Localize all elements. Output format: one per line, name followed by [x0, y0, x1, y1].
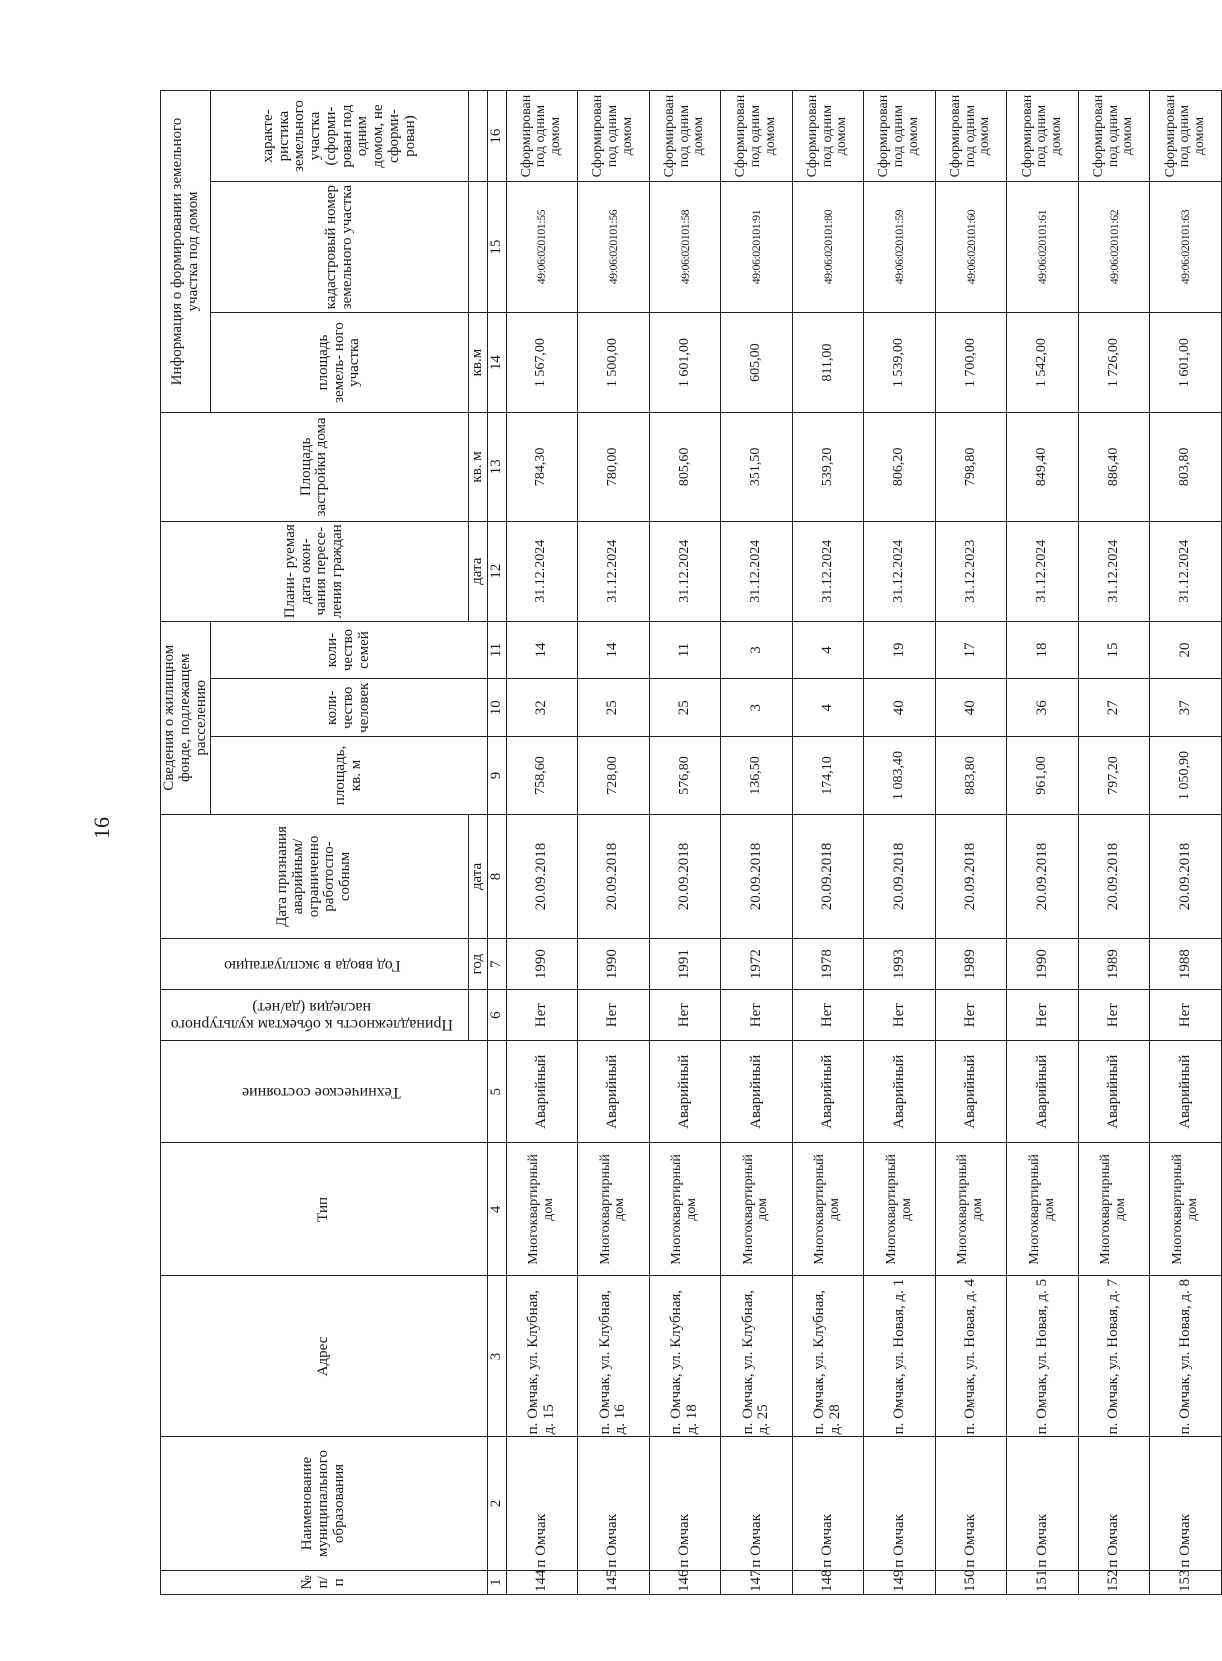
cell-families: 18: [1007, 621, 1079, 679]
cell-building-area: 805,60: [649, 413, 721, 522]
cell-municipality: п Омчак: [578, 1437, 650, 1570]
column-number: 3: [487, 1276, 506, 1437]
cell-address: п. Омчак, ул. Новая, д. 8: [1150, 1276, 1222, 1437]
cell-emergency-date: 20.09.2018: [1078, 814, 1150, 938]
cell-type: Многоквартирный дом: [506, 1143, 578, 1276]
cell-area: 1 050,90: [1150, 737, 1222, 815]
cell-land-area: 605,00: [721, 313, 793, 413]
cell-municipality: п Омчак: [935, 1437, 1007, 1570]
cell-type: Многоквартирный дом: [1078, 1143, 1150, 1276]
column-number: 2: [487, 1437, 506, 1570]
cell-address: п. Омчак, ул. Клубная, д. 16: [578, 1276, 650, 1437]
cell-building-area: 849,40: [1007, 413, 1079, 522]
cell-year: 1991: [649, 939, 721, 990]
cell-land-char: Сформирован под одним домом: [506, 91, 578, 182]
cell-number: 153: [1150, 1570, 1222, 1594]
column-number: 4: [487, 1143, 506, 1276]
cell-municipality: п Омчак: [1007, 1437, 1079, 1570]
cell-people: 32: [506, 679, 578, 737]
header-row-1: [161, 91, 211, 1595]
cell-people: 3: [721, 679, 793, 737]
header-cadastral: кадастровый номер земельного участка: [211, 182, 469, 313]
cell-building-area: 798,80: [935, 413, 1007, 522]
cell-address: п. Омчак, ул. Клубная, д. 28: [792, 1276, 864, 1437]
cell-land-char: Сформирован под одним домом: [1150, 91, 1222, 182]
column-number: 10: [487, 679, 506, 737]
cell-resettlement-end: 31.12.2024: [1078, 521, 1150, 621]
cell-heritage: Нет: [935, 990, 1007, 1041]
header-address: Адрес: [161, 1276, 488, 1437]
cell-people: 40: [935, 679, 1007, 737]
cell-heritage: Нет: [578, 990, 650, 1041]
cell-emergency-date: 20.09.2018: [1007, 814, 1079, 938]
header-area: площадь, кв. м: [211, 737, 487, 815]
cell-cadastral: 49:06:020101:80: [792, 182, 864, 313]
cell-area: 797,20: [1078, 737, 1150, 815]
housing-register-table: [160, 90, 1222, 1595]
table-row: [1078, 91, 1150, 1595]
cell-land-char: Сформирован под одним домом: [1078, 91, 1150, 182]
cell-type: Многоквартирный дом: [1150, 1143, 1222, 1276]
cell-area: 174,10: [792, 737, 864, 815]
header-type: Тип: [161, 1143, 488, 1276]
cell-area: 136,50: [721, 737, 793, 815]
cell-municipality: п Омчак: [721, 1437, 793, 1570]
cell-resettlement-end: 31.12.2023: [935, 521, 1007, 621]
header-tech-state-text: Техническое состояние: [242, 1084, 401, 1102]
cell-address: п. Омчак, ул. Новая, д. 4: [935, 1276, 1007, 1437]
column-number: 8: [487, 814, 506, 938]
cell-land-area: 1 601,00: [1150, 313, 1222, 413]
cell-cadastral: 49:06:020101:63: [1150, 182, 1222, 313]
cell-area: 576,80: [649, 737, 721, 815]
cell-address: п. Омчак, ул. Клубная, д. 25: [721, 1276, 793, 1437]
cell-families: 14: [578, 621, 650, 679]
column-number: 11: [487, 621, 506, 679]
cell-number: 147: [721, 1570, 793, 1594]
cell-tech-state: Аварийный: [506, 1041, 578, 1143]
cell-land-char: Сформирован под одним домом: [1007, 91, 1079, 182]
cell-year: 1988: [1150, 939, 1222, 990]
header-land-char: характе- ристика земельного участка (сформи- рован под одним домом, не сформи- рован): [211, 91, 469, 182]
cell-emergency-date: 20.09.2018: [864, 814, 936, 938]
cell-municipality: п Омчак: [864, 1437, 936, 1570]
cell-year: 1990: [578, 939, 650, 990]
cell-type: Многоквартирный дом: [1007, 1143, 1079, 1276]
unit-cadastral: [468, 182, 487, 313]
page-number: 16: [89, 817, 114, 839]
cell-emergency-date: 20.09.2018: [649, 814, 721, 938]
cell-tech-state: Аварийный: [649, 1041, 721, 1143]
unit-land-area: кв.м: [468, 313, 487, 413]
cell-municipality: п Омчак: [506, 1437, 578, 1570]
cell-number: 148: [792, 1570, 864, 1594]
cell-land-char: Сформирован под одним домом: [864, 91, 936, 182]
cell-cadastral: 49:06:020101:60: [935, 182, 1007, 313]
cell-heritage: Нет: [792, 990, 864, 1041]
cell-tech-state: Аварийный: [1150, 1041, 1222, 1143]
cell-address: п. Омчак, ул. Новая, д. 5: [1007, 1276, 1079, 1437]
cell-number: 146: [649, 1570, 721, 1594]
cell-municipality: п Омчак: [649, 1437, 721, 1570]
cell-emergency-date: 20.09.2018: [506, 814, 578, 938]
cell-type: Многоквартирный дом: [721, 1143, 793, 1276]
cell-land-area: 1 539,00: [864, 313, 936, 413]
header-municipality: Наименование муниципального образования: [161, 1437, 488, 1570]
column-number: 5: [487, 1041, 506, 1143]
cell-heritage: Нет: [1150, 990, 1222, 1041]
cell-tech-state: Аварийный: [935, 1041, 1007, 1143]
cell-type: Многоквартирный дом: [864, 1143, 936, 1276]
cell-land-area: 1 567,00: [506, 313, 578, 413]
header-heritage-text: Принадлежность к объектам культурного наследия (да/нет): [170, 999, 454, 1033]
rotated-table-wrapper: [160, 90, 1208, 1595]
cell-building-area: 803,80: [1150, 413, 1222, 522]
column-number: 14: [487, 313, 506, 413]
cell-building-area: 784,30: [506, 413, 578, 522]
cell-cadastral: 49:06:020101:59: [864, 182, 936, 313]
table-row: [864, 91, 936, 1595]
cell-emergency-date: 20.09.2018: [1150, 814, 1222, 938]
table-body: [506, 91, 1222, 1595]
cell-year: 1972: [721, 939, 793, 990]
cell-resettlement-end: 31.12.2024: [506, 521, 578, 621]
header-building-area: Площадь застройки дома: [161, 413, 469, 522]
table-row: [1150, 91, 1222, 1595]
cell-people: 25: [649, 679, 721, 737]
cell-families: 15: [1078, 621, 1150, 679]
table-row: [649, 91, 721, 1595]
cell-municipality: п Омчак: [1150, 1437, 1222, 1570]
cell-people: 27: [1078, 679, 1150, 737]
cell-building-area: 886,40: [1078, 413, 1150, 522]
column-number: 15: [487, 182, 506, 313]
cell-emergency-date: 20.09.2018: [935, 814, 1007, 938]
cell-cadastral: 49:06:020101:56: [578, 182, 650, 313]
table-row: [935, 91, 1007, 1595]
cell-building-area: 806,20: [864, 413, 936, 522]
cell-year: 1989: [935, 939, 1007, 990]
cell-type: Многоквартирный дом: [649, 1143, 721, 1276]
cell-year: 1978: [792, 939, 864, 990]
cell-number: 145: [578, 1570, 650, 1594]
cell-land-char: Сформирован под одним домом: [935, 91, 1007, 182]
cell-area: 1 083,40: [864, 737, 936, 815]
cell-area: 883,80: [935, 737, 1007, 815]
cell-tech-state: Аварийный: [864, 1041, 936, 1143]
cell-resettlement-end: 31.12.2024: [792, 521, 864, 621]
cell-families: 14: [506, 621, 578, 679]
cell-people: 36: [1007, 679, 1079, 737]
cell-year: 1989: [1078, 939, 1150, 990]
cell-cadastral: 49:06:020101:62: [1078, 182, 1150, 313]
cell-heritage: Нет: [721, 990, 793, 1041]
cell-building-area: 351,50: [721, 413, 793, 522]
cell-heritage: Нет: [864, 990, 936, 1041]
cell-land-char: Сформирован под одним домом: [792, 91, 864, 182]
cell-people: 37: [1150, 679, 1222, 737]
cell-land-area: 1 542,00: [1007, 313, 1079, 413]
header-emergency-date: Дата признания аварийным/ ограниченно работоспо- собным: [161, 814, 469, 938]
cell-resettlement-end: 31.12.2024: [649, 521, 721, 621]
unit-build-area: кв. м: [468, 413, 487, 522]
cell-type: Многоквартирный дом: [935, 1143, 1007, 1276]
cell-heritage: Нет: [1007, 990, 1079, 1041]
header-land-info: Информация о формировании земельного участка под домом: [161, 91, 211, 413]
column-number: 13: [487, 413, 506, 522]
cell-families: 11: [649, 621, 721, 679]
cell-area: 758,60: [506, 737, 578, 815]
cell-building-area: 780,00: [578, 413, 650, 522]
cell-cadastral: 49:06:020101:91: [721, 182, 793, 313]
cell-address: п. Омчак, ул. Новая, д. 7: [1078, 1276, 1150, 1437]
cell-land-area: 811,00: [792, 313, 864, 413]
header-tech-state: [161, 1041, 488, 1143]
column-number-row: [487, 91, 506, 1595]
header-year: [161, 939, 469, 990]
cell-tech-state: Аварийный: [792, 1041, 864, 1143]
cell-tech-state: Аварийный: [1007, 1041, 1079, 1143]
cell-resettlement-end: 31.12.2024: [1150, 521, 1222, 621]
column-number: 12: [487, 521, 506, 621]
cell-number: 150: [935, 1570, 1007, 1594]
cell-area: 728,00: [578, 737, 650, 815]
cell-tech-state: Аварийный: [578, 1041, 650, 1143]
cell-number: 149: [864, 1570, 936, 1594]
cell-type: Многоквартирный дом: [792, 1143, 864, 1276]
header-people: коли- чество человек: [211, 679, 487, 737]
cell-people: 4: [792, 679, 864, 737]
cell-emergency-date: 20.09.2018: [792, 814, 864, 938]
cell-municipality: п Омчак: [792, 1437, 864, 1570]
cell-people: 25: [578, 679, 650, 737]
cell-land-area: 1 601,00: [649, 313, 721, 413]
table-row: [792, 91, 864, 1595]
cell-people: 40: [864, 679, 936, 737]
cell-municipality: п Омчак: [1078, 1437, 1150, 1570]
cell-resettlement-end: 31.12.2024: [721, 521, 793, 621]
cell-land-area: 1 500,00: [578, 313, 650, 413]
cell-number: 152: [1078, 1570, 1150, 1594]
cell-tech-state: Аварийный: [1078, 1041, 1150, 1143]
cell-land-char: Сформирован под одним домом: [578, 91, 650, 182]
cell-land-area: 1 700,00: [935, 313, 1007, 413]
column-number: 16: [487, 91, 506, 182]
column-number: 7: [487, 939, 506, 990]
header-land-area: площадь земель- ного участка: [211, 313, 469, 413]
cell-land-char: Сформирован под одним домом: [649, 91, 721, 182]
header-heritage: [161, 990, 469, 1041]
table-row: [1007, 91, 1079, 1595]
column-number: 9: [487, 737, 506, 815]
cell-address: п. Омчак, ул. Клубная, д. 18: [649, 1276, 721, 1437]
cell-land-char: Сформирован под одним домом: [721, 91, 793, 182]
table-row: [506, 91, 578, 1595]
cell-cadastral: 49:06:020101:61: [1007, 182, 1079, 313]
column-number: 1: [487, 1570, 506, 1594]
cell-address: п. Омчак, ул. Новая, д. 1: [864, 1276, 936, 1437]
cell-address: п. Омчак, ул. Клубная, д. 15: [506, 1276, 578, 1437]
cell-number: 151: [1007, 1570, 1079, 1594]
cell-families: 3: [721, 621, 793, 679]
header-year-text: Год ввода в эксплуатацию: [223, 956, 401, 974]
cell-year: 1990: [1007, 939, 1079, 990]
cell-tech-state: Аварийный: [721, 1041, 793, 1143]
cell-type: Многоквартирный дом: [578, 1143, 650, 1276]
cell-building-area: 539,20: [792, 413, 864, 522]
table-row: [578, 91, 650, 1595]
cell-year: 1990: [506, 939, 578, 990]
unit-date: дата: [468, 814, 487, 938]
cell-area: 961,00: [1007, 737, 1079, 815]
cell-heritage: Нет: [649, 990, 721, 1041]
cell-resettlement-end: 31.12.2024: [864, 521, 936, 621]
cell-emergency-date: 20.09.2018: [578, 814, 650, 938]
cell-resettlement-end: 31.12.2024: [578, 521, 650, 621]
header-housing-info: Сведения о жилищном фонде, подлежащем расселению: [161, 621, 211, 814]
cell-cadastral: 49:06:020101:55: [506, 182, 578, 313]
header-resettlement-end: Плани- руемая дата окон- чания пересе- ления граждан: [161, 521, 469, 621]
cell-families: 20: [1150, 621, 1222, 679]
cell-heritage: Нет: [506, 990, 578, 1041]
cell-families: 17: [935, 621, 1007, 679]
column-number: 6: [487, 990, 506, 1041]
unit-land-char: [468, 91, 487, 182]
cell-number: 144: [506, 1570, 578, 1594]
cell-cadastral: 49:06:020101:58: [649, 182, 721, 313]
cell-heritage: Нет: [1078, 990, 1150, 1041]
header-number: № п/п: [161, 1570, 488, 1594]
unit-end-date: дата: [468, 521, 487, 621]
cell-year: 1993: [864, 939, 936, 990]
cell-resettlement-end: 31.12.2024: [1007, 521, 1079, 621]
cell-emergency-date: 20.09.2018: [721, 814, 793, 938]
unit-year: год: [468, 939, 487, 990]
cell-families: 4: [792, 621, 864, 679]
unit-heritage: [468, 990, 487, 1041]
cell-families: 19: [864, 621, 936, 679]
cell-land-area: 1 726,00: [1078, 313, 1150, 413]
table-row: [721, 91, 793, 1595]
header-families: коли- чество семей: [211, 621, 487, 679]
